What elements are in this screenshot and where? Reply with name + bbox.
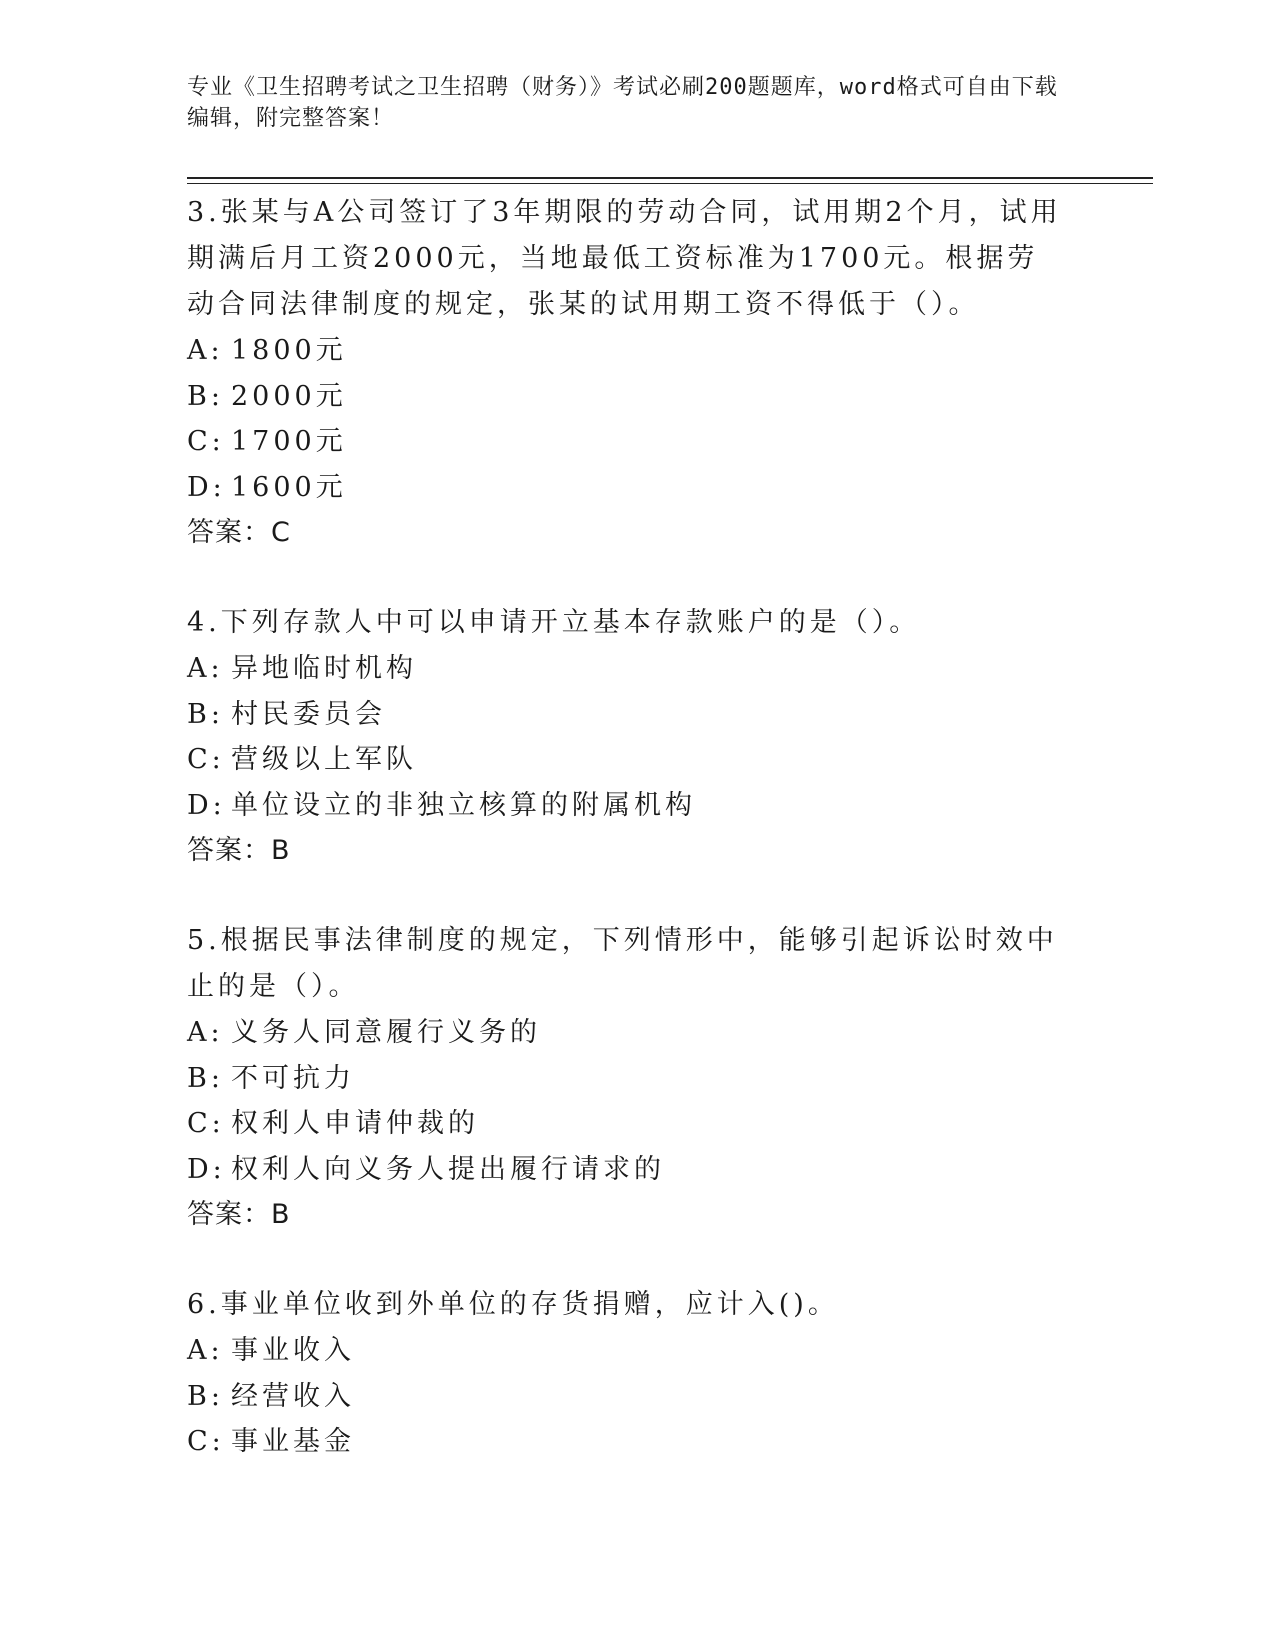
option-text: 不可抗力 xyxy=(231,1062,355,1094)
document-header: 专业《卫生招聘考试之卫生招聘（财务）》考试必刷200题题库，word格式可自由下载编辑，附完整答案！ xyxy=(187,75,1058,131)
option-text: 1600元 xyxy=(231,471,347,503)
option-label: B: xyxy=(187,1380,224,1412)
header-rule-bottom xyxy=(187,183,1153,184)
option-text: 权利人向义务人提出履行请求的 xyxy=(231,1153,665,1185)
option-text: 事业基金 xyxy=(231,1426,355,1457)
question-6 xyxy=(187,1282,1067,1465)
option-d xyxy=(187,783,1067,829)
option-label: A: xyxy=(187,335,224,366)
answer-line: 答案：B xyxy=(187,835,291,866)
option-text: 异地临时机构 xyxy=(231,653,417,684)
option-text: 1800元 xyxy=(231,335,347,366)
option-label: C: xyxy=(187,1426,225,1457)
question-text: 4.下列存款人中可以申请开立基本存款账户的是（）。 xyxy=(187,607,921,638)
option-a xyxy=(187,1328,1067,1374)
question-4 xyxy=(187,600,1067,874)
option-text: 权利人申请仲裁的 xyxy=(231,1108,479,1139)
option-c xyxy=(187,1101,1067,1147)
question-list xyxy=(187,190,1067,1509)
answer-line: 答案：B xyxy=(187,1199,291,1230)
option-text: 营级以上军队 xyxy=(231,744,417,775)
option-text: 事业收入 xyxy=(231,1335,355,1366)
question-5 xyxy=(187,918,1067,1238)
question-text: 6.事业单位收到外单位的存货捐赠，应计入()。 xyxy=(187,1289,839,1320)
option-d xyxy=(187,465,1067,511)
option-label: B: xyxy=(187,1062,224,1094)
option-text: 经营收入 xyxy=(231,1380,355,1412)
option-c xyxy=(187,737,1067,783)
option-label: A: xyxy=(187,1017,224,1048)
option-b xyxy=(187,692,1067,738)
option-label: D: xyxy=(187,789,226,821)
option-label: D: xyxy=(187,471,226,503)
option-label: B: xyxy=(187,698,224,730)
option-a xyxy=(187,328,1067,374)
option-d xyxy=(187,1147,1067,1193)
option-c xyxy=(187,419,1067,465)
option-label: B: xyxy=(187,380,224,412)
option-label: C: xyxy=(187,1108,225,1139)
option-b xyxy=(187,374,1067,420)
option-b xyxy=(187,1374,1067,1420)
header-rule-top xyxy=(187,177,1153,179)
option-a xyxy=(187,1010,1067,1056)
option-label: C: xyxy=(187,744,225,775)
question-text: 5.根据民事法律制度的规定，下列情形中，能够引起诉讼时效中止的是（）。 xyxy=(187,925,1058,1002)
option-text: 2000元 xyxy=(231,380,347,412)
option-label: D: xyxy=(187,1153,226,1185)
option-label: C: xyxy=(187,426,225,457)
option-a xyxy=(187,646,1067,692)
option-text: 义务人同意履行义务的 xyxy=(231,1017,541,1048)
option-label: A: xyxy=(187,653,224,684)
option-b xyxy=(187,1056,1067,1102)
answer-line: 答案：C xyxy=(187,517,291,548)
option-text: 村民委员会 xyxy=(231,698,386,730)
question-text: 3.张某与A公司签订了3年期限的劳动合同，试用期2个月，试用期满后月工资2000元，当地最低工资标准为1700元。根据劳动合同法律制度的规定，张某的试用期工资不得低于（）。 xyxy=(187,197,1062,320)
option-label: A: xyxy=(187,1335,224,1366)
option-c xyxy=(187,1419,1067,1465)
option-text: 单位设立的非独立核算的附属机构 xyxy=(231,789,696,821)
option-text: 1700元 xyxy=(231,426,347,457)
question-3 xyxy=(187,190,1067,556)
